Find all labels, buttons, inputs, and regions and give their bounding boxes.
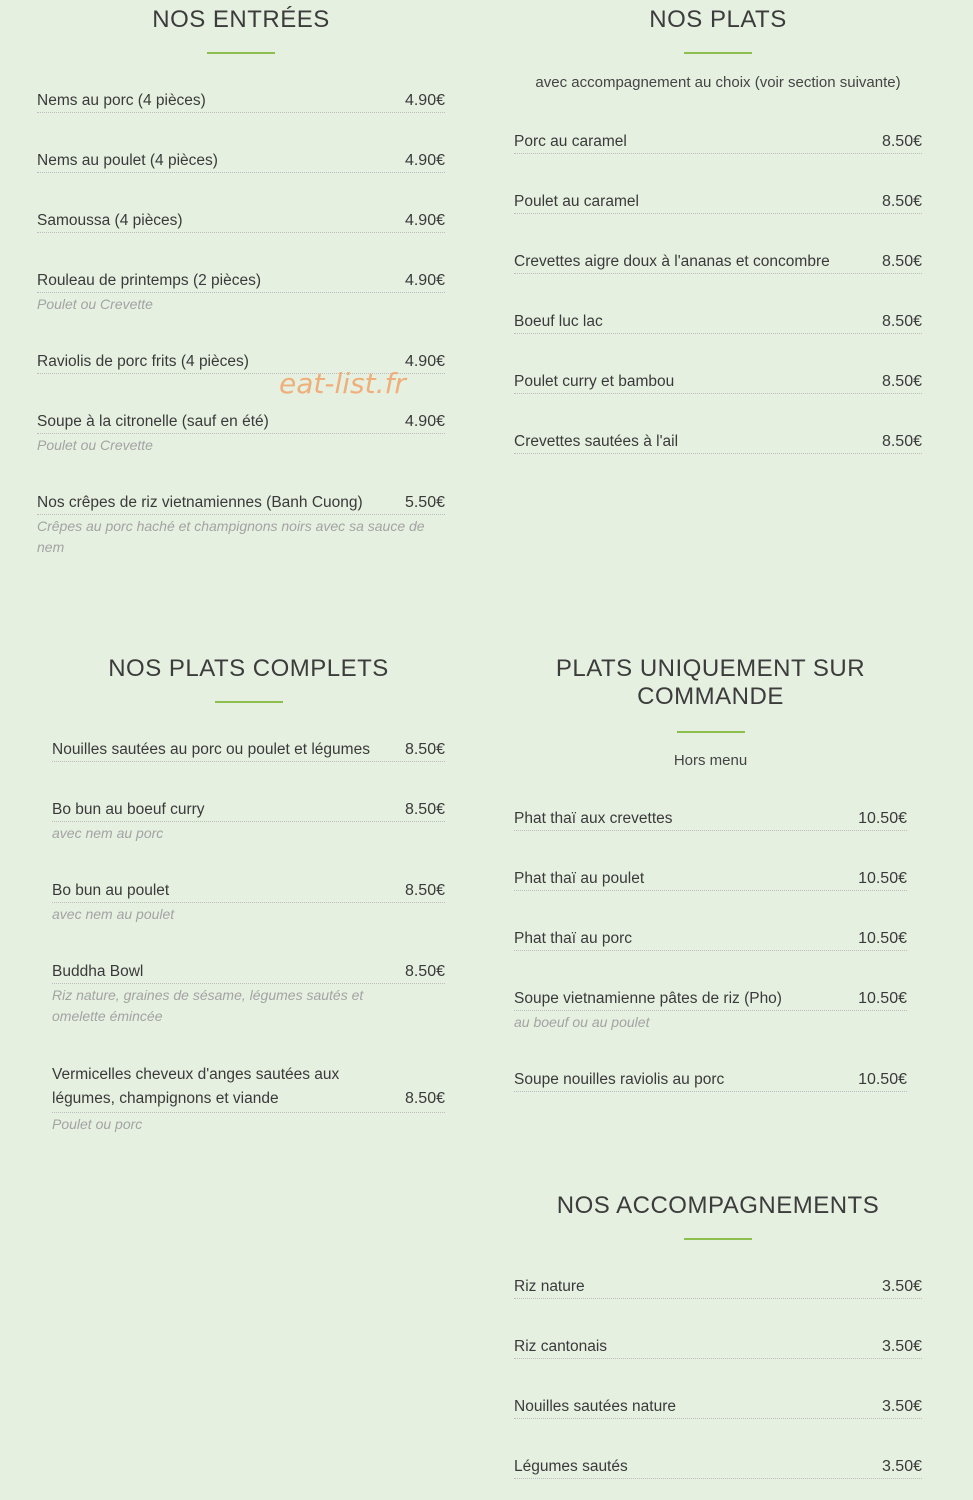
item-name: Buddha Bowl [52,963,144,980]
menu-item [514,1457,922,1479]
item-price: 3.50€ [881,1338,922,1355]
menu-item [514,989,907,1033]
section-title: NOS PLATS COMPLETS [108,655,389,682]
item-price: 4.90€ [404,413,445,430]
item-name: Rouleau de printemps (2 pièces) [37,272,262,289]
title-divider [684,1238,752,1240]
item-price: 4.90€ [404,353,445,370]
menu-item [514,809,907,831]
item-name: Crevettes aigre doux à l'ananas et concombre [514,253,830,270]
menu-item [514,432,922,454]
watermark: eat-list.fr [279,367,406,400]
menu-item [514,372,922,394]
item-description: Poulet ou Crevette [37,296,153,312]
item-name: Poulet au caramel [514,193,639,210]
item-name: Bo bun au poulet [52,882,170,899]
menu-item [514,929,907,951]
menu-item [514,869,907,891]
menu-item [37,91,445,113]
item-name: Nems au porc (4 pièces) [37,92,206,109]
section-plats-complets [52,655,445,1132]
menu-item [514,132,922,154]
section-title: PLATS UNIQUEMENT SUR COMMANDE [555,655,866,710]
menu-item [37,151,445,173]
menu-item [52,740,445,762]
item-price: 10.50€ [858,990,907,1007]
item-price: 10.50€ [858,810,907,827]
menu-item [514,1397,922,1419]
item-price: 4.90€ [404,92,445,109]
item-price: 8.50€ [881,193,922,210]
item-name: Vermicelles cheveux d'anges sautées aux légumes, champignons et viande [52,1066,340,1107]
section-note: avec accompagnement au choix (voir section suivante) [535,74,901,91]
item-name: Riz cantonais [514,1338,608,1355]
item-name: Soupe nouilles raviolis au porc [514,1071,725,1088]
item-name: Porc au caramel [514,133,627,150]
item-price: 8.50€ [404,1090,445,1107]
menu-item [52,962,445,1027]
item-description: Riz nature, graines de sésame, légumes sautés et omelette émincée [52,987,364,1024]
menu-item [514,192,922,214]
item-name: Légumes sautés [514,1458,628,1475]
item-price: 8.50€ [881,253,922,270]
item-price: 8.50€ [404,801,445,818]
item-name: Poulet curry et bambou [514,373,675,390]
item-name: Nems au poulet (4 pièces) [37,152,218,169]
menu-item [37,271,445,315]
menu-item [52,800,445,844]
item-description: Crêpes au porc haché et champignons noirs avec sa sauce de nem [37,518,425,555]
item-price: 10.50€ [858,930,907,947]
item-name: Soupe vietnamienne pâtes de riz (Pho) [514,990,782,1007]
item-price: 3.50€ [881,1398,922,1415]
item-name: Crevettes sautées à l'ail [514,433,679,450]
section-note: Hors menu [673,752,748,769]
item-price: 3.50€ [881,1458,922,1475]
item-price: 3.50€ [881,1278,922,1295]
menu-item [514,252,922,274]
menu-item [37,211,445,233]
item-price: 8.50€ [404,963,445,980]
section-title: NOS ENTRÉES [152,6,330,33]
menu-item [514,312,922,334]
item-price: 10.50€ [858,870,907,887]
item-name: Phat thaï aux crevettes [514,810,673,827]
title-divider [684,52,752,54]
section-title: NOS ACCOMPAGNEMENTS [556,1192,880,1219]
item-price: 4.90€ [404,152,445,169]
item-name: Nouilles sautées nature [514,1398,676,1415]
item-name: Raviolis de porc frits (4 pièces) [37,353,249,370]
item-description: Poulet ou porc [52,1116,143,1132]
item-price: 8.50€ [404,741,445,758]
item-name: Bo bun au boeuf curry [52,801,205,818]
section-plats [514,6,922,450]
item-price: 8.50€ [881,433,922,450]
item-name: Samoussa (4 pièces) [37,212,183,229]
item-price: 8.50€ [881,133,922,150]
item-description: au boeuf ou au poulet [514,1014,650,1030]
section-accompagnements [514,1192,922,1475]
item-description: avec nem au poulet [52,906,175,922]
item-name: Nos crêpes de riz vietnamiennes (Banh Cuong) [37,494,363,511]
title-divider [215,701,283,703]
item-description: avec nem au porc [52,825,164,841]
item-price: 5.50€ [404,494,445,511]
title-divider [207,52,275,54]
menu-item [514,1277,922,1299]
menu-item [37,412,445,456]
menu-item [37,493,445,558]
menu-item [514,1070,907,1092]
item-price: 8.50€ [881,313,922,330]
menu-item [514,1337,922,1359]
item-name: Boeuf luc lac [514,313,603,330]
item-price: 8.50€ [404,882,445,899]
section-title: NOS PLATS [649,6,787,33]
title-divider [677,731,745,733]
item-description: Poulet ou Crevette [37,437,153,453]
menu-item [52,881,445,925]
item-price: 10.50€ [858,1071,907,1088]
section-sur-commande [514,655,907,1088]
item-name: Phat thaï au poulet [514,870,645,887]
item-price: 8.50€ [881,373,922,390]
item-name: Soupe à la citronelle (sauf en été) [37,413,269,430]
item-name: Riz nature [514,1278,585,1295]
item-name: Nouilles sautées au porc ou poulet et légumes [52,741,370,758]
menu-item [52,1063,445,1135]
item-name: Phat thaï au porc [514,930,633,947]
item-price: 4.90€ [404,272,445,289]
item-price: 4.90€ [404,212,445,229]
